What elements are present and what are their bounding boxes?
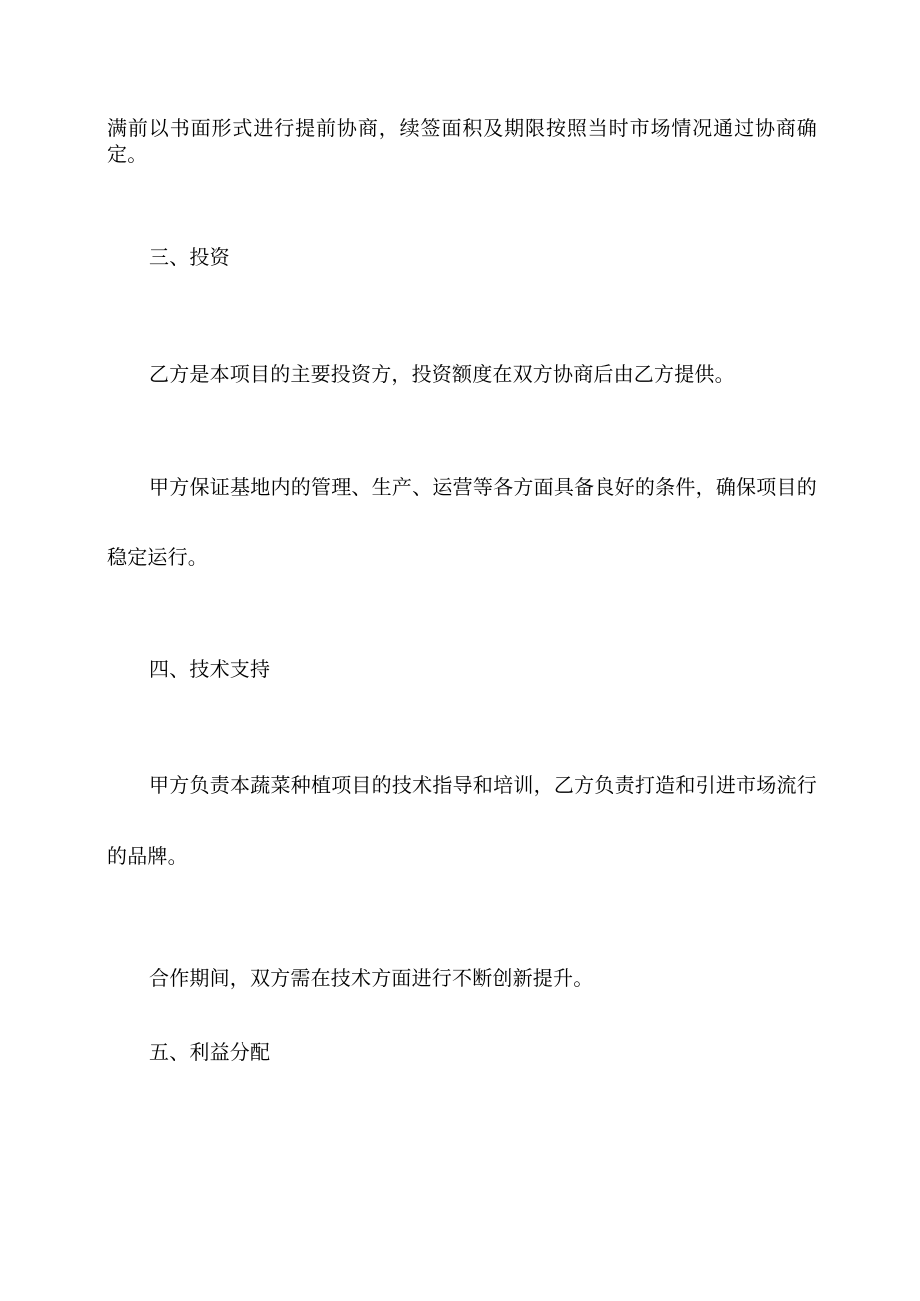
paragraph-conditions-line-1: 甲方保证基地内的管理、生产、运营等各方面具备良好的条件，确保项目的 bbox=[149, 475, 817, 499]
section-heading-profit-distribution: 五、利益分配 bbox=[149, 1040, 271, 1064]
paragraph-conditions-line-2: 稳定运行。 bbox=[107, 545, 208, 569]
section-heading-investment: 三、投资 bbox=[149, 245, 230, 269]
paragraph-innovation-line-1: 合作期间，双方需在技术方面进行不断创新提升。 bbox=[149, 966, 594, 990]
section-heading-tech-support: 四、技术支持 bbox=[149, 657, 271, 681]
paragraph-renewal-line-1: 满前以书面形式进行提前协商，续签面积及期限按照当时市场情况通过协商确 bbox=[107, 116, 817, 140]
paragraph-renewal-line-2: 定。 bbox=[107, 142, 148, 166]
paragraph-tech-line-1: 甲方负责本蔬菜种植项目的技术指导和培训，乙方负责打造和引进市场流行 bbox=[149, 773, 817, 797]
paragraph-tech-line-2: 的品牌。 bbox=[107, 844, 188, 868]
paragraph-investment-line-1: 乙方是本项目的主要投资方，投资额度在双方协商后由乙方提供。 bbox=[149, 362, 735, 386]
